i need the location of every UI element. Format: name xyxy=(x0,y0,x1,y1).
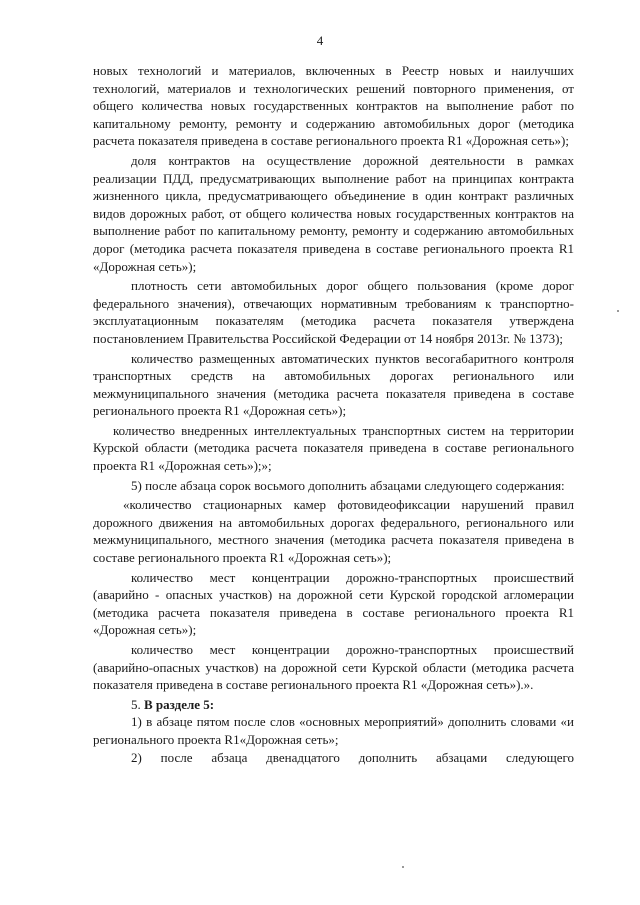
paragraph-item-2: 2) после абзаца двенадцатого дополнить абзацами следующего xyxy=(131,749,574,765)
paragraph-amendment-5: 5) после абзаца сорок восьмого дополнить абзацами следующего содержания: xyxy=(131,477,565,493)
paragraph-weight-control-points: количество размещенных автоматических пунктов весогабаритного контроля транспортных средств на автомобильных дорогах регионального или межмуниципального значения (методика расчета показателя приведена в составе регионального проекта R1 «Дорожная сеть»); xyxy=(93,350,574,419)
paragraph-intelligent-transport: количество внедренных интеллектуальных транспортных систем на территории Курской области (методика расчета показателя приведена в составе регионального проекта R1 «Дорожная сеть»);»; xyxy=(93,422,574,474)
page-number: 4 xyxy=(316,33,324,48)
paragraph-accident-spots-agglomeration: количество мест концентрации дорожно-транспортных происшествий (аварийно - опасных участков) на дорожной сети Курской городской агломерации (методика расчета показателя приведена в составе регионального проекта R1 «Дорожная сеть»); xyxy=(93,569,574,638)
scan-speck xyxy=(617,310,619,312)
paragraph-innovative-technologies: новых технологий и материалов, включенных в Реестр новых и наилучших технологий, материалов и технологических решений повторного применения, от общего количества новых государственных контрактов на выполнение работ по капитальному ремонту, ремонту и содержанию автомобильных дорог (методика расчета показателя приведена в составе регионального проекта R1 «Дорожная сеть»); xyxy=(93,63,574,149)
paragraph-accident-spots-region: количество мест концентрации дорожно-транспортных происшествий (аварийно-опасных участков) на дорожной сети Курской области (методика расчета показателя приведена в составе регионального проекта R1 «Дорожная сеть»).». xyxy=(93,642,574,693)
scan-speck xyxy=(402,866,404,868)
paragraph-item-1: 1) в абзаце пятом после слов «основных мероприятий» дополнить словами «и регионального проекта R1«Дорожная сеть»; xyxy=(93,714,574,747)
paragraph-lifecycle-contracts: доля контрактов на осуществление дорожной деятельности в рамках реализации ПДД, предусматривающих выполнение работ на принципах контракта жизненного цикла, предусматривающего объединение в один контракт различных видов дорожных работ, от общего количества новых государственных контрактов на выполнение работ по капитальному ремонту, ремонту и содержанию автомобильных дорог (методика расчета показателя приведена в составе регионального проекта R1 «Дорожная сеть»); xyxy=(93,152,574,274)
document-body xyxy=(93,62,574,766)
paragraph-speed-cameras: «количество стационарных камер фотовидеофиксации нарушений правил дорожного движения на автомобильных дорогах федерального, регионального или межмуниципального, местного значения (методика расчета показателя приведена в составе регионального проекта R1 «Дорожная сеть»); xyxy=(93,497,574,566)
section-5-number: 5. xyxy=(131,696,144,712)
paragraph-road-density: плотность сети автомобильных дорог общего пользования (кроме дорог федерального значения), отвечающих нормативным требованиям к транспортно-эксплуатационным показателям (методика расчета показателя утверждена постановлением Правительства Российской Федерации от 14 ноября 2013г. № 1373); xyxy=(93,278,574,346)
section-5-title: В разделе 5: xyxy=(144,696,215,712)
section-5-heading xyxy=(93,696,574,714)
